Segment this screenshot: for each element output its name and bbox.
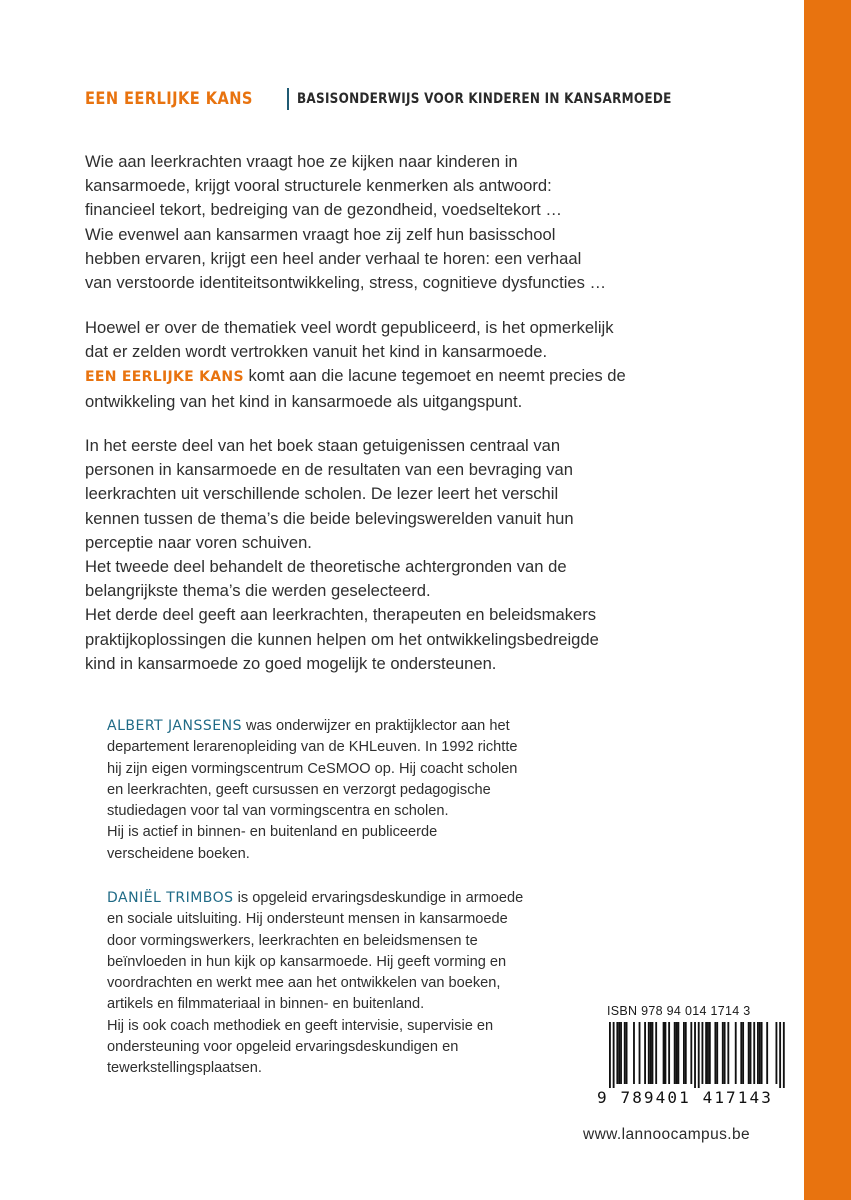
website-url: www.lannoocampus.be <box>583 1126 750 1143</box>
barcode-bar <box>740 1022 742 1084</box>
inline-book-title: EEN EERLIJKE KANS <box>85 369 244 386</box>
text-line: kennen tussen de thema’s die beide belevingswerelden vanuit hun <box>85 508 574 528</box>
barcode-bar <box>650 1022 652 1084</box>
barcode-bar <box>716 1022 718 1084</box>
barcode-bar <box>722 1022 724 1084</box>
barcode-bar <box>620 1022 622 1084</box>
barcode-bar <box>694 1022 696 1088</box>
text-line: kind in kansarmoede zo goed mogelijk te ondersteunen. <box>85 653 497 673</box>
text-line: van verstoorde identiteitsontwikkeling, stress, cognitieve dysfuncties … <box>85 273 607 293</box>
text-line: leerkrachten uit verschillende scholen. De lezer leert het verschil <box>85 484 559 504</box>
barcode-bar <box>665 1022 667 1084</box>
barcode-bar <box>668 1022 670 1084</box>
spine-orange-band <box>804 0 851 1200</box>
barcode-bar <box>705 1022 707 1084</box>
text-line: en sociale uitsluiting. Hij ondersteunt mensen in kansarmoede <box>107 911 508 928</box>
barcode-bar <box>759 1022 761 1084</box>
text-line <box>107 716 577 737</box>
text-line: door vormingswerkers, leerkrachten en beleidsmensen te <box>107 932 478 949</box>
barcode-bar <box>748 1022 750 1084</box>
barcode-bar <box>676 1022 678 1084</box>
text-line: hij zijn eigen vormingscentrum CeSMOO op. Hij coacht scholen <box>107 760 518 777</box>
text-line: dat er zelden wordt vertrokken vanuit het kind in kansarmoede. <box>85 342 548 362</box>
text-line: Hoewel er over de thematiek veel wordt gepubliceerd, is het opmerkelijk <box>85 318 614 337</box>
barcode-bar <box>618 1022 620 1084</box>
barcode-bar <box>609 1022 611 1088</box>
text-line <box>85 364 695 389</box>
barcode-bar <box>724 1022 726 1084</box>
barcode-bar <box>674 1022 676 1084</box>
barcode-bar <box>766 1022 768 1084</box>
barcode-bar <box>639 1022 641 1084</box>
barcode-bar <box>690 1022 692 1084</box>
barcode-bar <box>624 1022 626 1084</box>
text-line: departement lerarenopleiding van de KHLeuven. In 1992 richtte <box>107 739 518 756</box>
text-fragment: was onderwijzer en praktijklector aan het <box>241 718 510 734</box>
text-line: Hij is ook coach methodiek en geeft intervisie, supervisie en <box>107 1017 494 1034</box>
text-line: Hij is actief in binnen- en buitenland en publiceerde <box>107 824 438 841</box>
text-line: belangrijkste thema’s die werden geselecteerd. <box>85 581 431 601</box>
text-line: verscheidene boeken. <box>107 845 250 862</box>
text-fragment: is opgeleid ervaringsdeskundige in armoede <box>233 890 524 906</box>
text-line: en leerkrachten, geeft cursussen en verzorgt pedagogische <box>107 781 491 798</box>
barcode-bar <box>663 1022 665 1084</box>
barcode-bar <box>677 1022 679 1084</box>
title-separator <box>287 88 289 110</box>
text-line: Het tweede deel behandelt de theoretische achtergronden van de <box>85 557 567 577</box>
text-line: personen in kansarmoede en de resultaten van een bevraging van <box>85 460 574 480</box>
barcode-bar <box>753 1022 755 1084</box>
barcode-bar <box>683 1022 685 1084</box>
barcode-bar <box>742 1022 744 1084</box>
paragraph-intro <box>85 150 695 295</box>
text-line: Wie aan leerkrachten vraagt hoe ze kijken naar kinderen in <box>85 152 518 171</box>
paragraph-structure <box>85 434 695 676</box>
paragraph-lacune <box>85 316 695 414</box>
author-name: DANIËL TRIMBOS <box>107 890 234 906</box>
barcode-bar <box>644 1022 646 1084</box>
barcode-number: 9 789401 417143 <box>597 1088 773 1107</box>
text-line: beïnvloeden in hun kijk op kansarmoede. Hij geeft vorming en <box>107 953 507 970</box>
isbn-label: ISBN 978 94 014 1714 3 <box>607 1004 751 1018</box>
book-subtitle: BASISONDERWIJS VOOR KINDEREN IN KANSARMOEDE <box>297 91 672 107</box>
barcode-bar <box>709 1022 711 1084</box>
barcode-bar <box>735 1022 737 1084</box>
barcode-bar <box>613 1022 615 1088</box>
text-line: studiedagen voor tal van vormingscentra en scholen. <box>107 803 449 820</box>
barcode-bar <box>783 1022 785 1088</box>
barcode-bar <box>626 1022 628 1084</box>
author-bio-janssens <box>107 716 577 865</box>
barcode-bar <box>655 1022 657 1084</box>
text-line: ontwikkeling van het kind in kansarmoede als uitgangspunt. <box>85 391 523 411</box>
text-line: hebben ervaren, krijgt een heel ander verhaal te horen: een verhaal <box>85 248 582 268</box>
text-line: financieel tekort, bedreiging van de gezondheid, voedseltekort … <box>85 200 562 220</box>
author-name: ALBERT JANSSENS <box>107 718 242 734</box>
text-fragment: komt aan die lacune tegemoet en neemt precies de <box>243 366 626 386</box>
barcode-bar <box>779 1022 781 1088</box>
barcode-bar <box>633 1022 635 1084</box>
text-line: tewerkstellingsplaatsen. <box>107 1060 262 1077</box>
text-line: kansarmoede, krijgt vooral structurele kenmerken als antwoord: <box>85 176 552 196</box>
barcode-bar <box>714 1022 716 1084</box>
header <box>85 86 733 112</box>
text-line: In het eerste deel van het boek staan getuigenissen centraal van <box>85 436 561 455</box>
text-line: ondersteuning voor opgeleid ervaringsdeskundigen en <box>107 1039 459 1056</box>
barcode-bar <box>652 1022 654 1084</box>
text-line: perceptie naar voren schuiven. <box>85 532 312 552</box>
book-title: EEN EERLIJKE KANS <box>85 89 253 109</box>
barcode-bar <box>698 1022 700 1088</box>
author-bio-trimbos <box>107 888 577 1080</box>
barcode-bar <box>757 1022 759 1084</box>
barcode-bar <box>648 1022 650 1084</box>
text-line: Het derde deel geeft aan leerkrachten, therapeuten en beleidsmakers <box>85 605 597 625</box>
barcode-bar <box>685 1022 687 1084</box>
barcode-bar <box>776 1022 778 1084</box>
text-line: Wie evenwel aan kansarmen vraagt hoe zij zelf hun basisschool <box>85 224 556 244</box>
barcode-bar <box>750 1022 752 1084</box>
barcode-bar <box>761 1022 763 1084</box>
barcode <box>595 1022 785 1088</box>
barcode-bar <box>616 1022 618 1084</box>
text-line: praktijkoplossingen die kunnen helpen om het ontwikkelingsbedreigde <box>85 629 599 649</box>
text-line: artikels en filmmateriaal in binnen- en buitenland. <box>107 996 425 1013</box>
barcode-bar <box>702 1022 704 1084</box>
barcode-bar <box>707 1022 709 1084</box>
text-line <box>107 888 577 909</box>
barcode-bar <box>727 1022 729 1084</box>
text-line: voordrachten en werkt mee aan het ontwikkelen van boeken, <box>107 975 501 992</box>
